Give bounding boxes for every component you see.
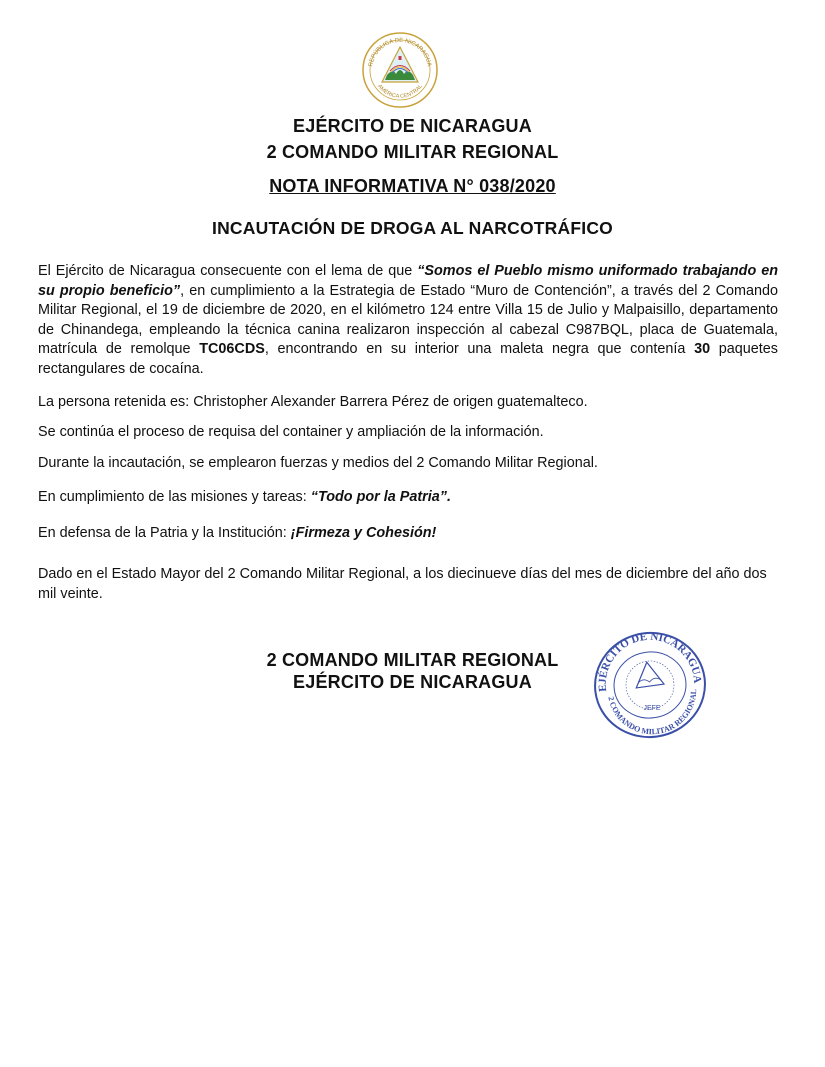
p1-text-a: El Ejército de Nicaragua consecuente con el lema de que [38, 263, 418, 279]
p1-motto: “Somos el Pueblo mismo uniformado trabajando en su propio beneficio” [38, 263, 778, 299]
organization-name: EJÉRCITO DE NICARAGUA [293, 116, 532, 136]
paragraph-defense [38, 524, 778, 544]
svg-text:AMÉRICA CENTRAL [376, 84, 424, 100]
p5-motto: “Todo por la Patria”. [310, 489, 451, 505]
signature-organization-name: EJÉRCITO DE NICARAGUA [293, 672, 532, 692]
seal-bottom-text: 2 COMANDO MILITAR REGIONAL [606, 688, 699, 737]
note-subject-heading: INCAUTACIÓN DE DROGA AL NARCOTRÁFICO [212, 218, 613, 238]
p1-package-count: 30 [694, 341, 711, 357]
emblem-bottom-text: AMÉRICA CENTRAL [376, 83, 424, 100]
paragraph-detained-person: La persona retenida es: Christopher Alexander Barrera Pérez de origen guatemalteco. [38, 394, 588, 410]
signature-command-name: 2 COMANDO MILITAR REGIONAL [266, 650, 559, 670]
paragraph-forces-used: Durante la incautación, se emplearon fuerzas y medios del 2 Comando Militar Regional. [38, 455, 598, 471]
p1-trailer-plate: TC06CDS [199, 341, 265, 357]
svg-text:EJÉRCITO DE NICARAGUA [597, 631, 704, 692]
p6-text: En defensa de la Patria y la Institución: [38, 525, 291, 541]
p5-text: En cumplimiento de las misiones y tareas: [38, 489, 311, 505]
seal-center-text: JEFE [643, 705, 661, 712]
paragraph-missions [38, 488, 778, 508]
paragraph-issued-date: Dado en el Estado Mayor del 2 Comando Militar Regional, a los diecinueve días del mes de diciembre del año dos mil veinte. [38, 566, 767, 602]
p1-text-c: , encontrando en su interior una maleta negra que contenía [264, 341, 695, 357]
paragraph-seizure-details [38, 262, 778, 379]
emblem-top-text: REPÚBLICA DE NICARAGUA [368, 37, 432, 68]
note-number-title: NOTA INFORMATIVA N° 038/2020 [269, 176, 556, 196]
seal-top-text: EJÉRCITO DE NICARAGUA [596, 630, 704, 693]
nicaragua-coat-of-arms-emblem [360, 30, 440, 110]
official-stamp-seal [588, 628, 713, 743]
p1-text-d: paquetes rectangulares de cocaína. [38, 341, 778, 377]
p6-motto: ¡Firmeza y Cohesión! [290, 525, 437, 541]
regional-command-name: 2 COMANDO MILITAR REGIONAL [266, 142, 559, 162]
paragraph-search-process: Se continúa el proceso de requisa del container y ampliación de la información. [38, 424, 544, 440]
p1-text-b: , en cumplimiento a la Estrategia de Estado “Muro de Contención”, a través del 2 Comando Militar Regional, el 19 de diciembre de 2020, en el kilómetro 124 entre Villa 15 de Julio y Malpaisillo, departamento de Chinandega, empleando la técnica canina realizaron inspección al cabezal C987BQL, placa de Guatemala, matrícula de remolque [38, 282, 778, 357]
